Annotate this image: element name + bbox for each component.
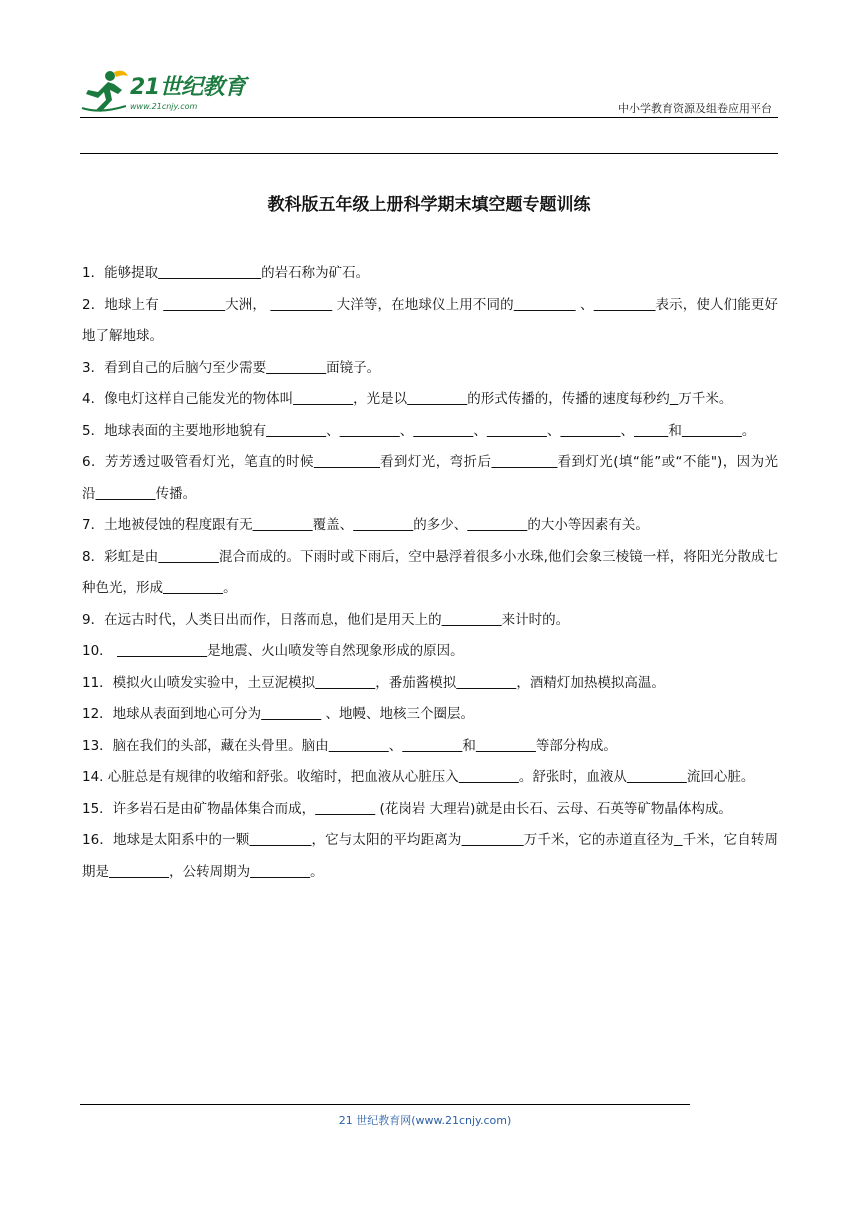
question-item: 3．看到自己的后脑勺至少需要 面镜子。 <box>82 359 381 376</box>
question-item: 6．芳芳透过吸管看灯光，笔直的时候 看到灯光，弯折后 看到灯光(填“能”或“不能")，因为光沿 传播。 <box>82 454 779 502</box>
answer-blank[interactable] <box>627 769 687 785</box>
question-item: 8．彩虹是由 混合而成的。下雨时或下雨后，空中悬浮着很多小水珠,他们会象三棱镜一样，将阳光分散成七种色光，形成 。 <box>82 548 778 596</box>
answer-blank[interactable] <box>459 769 519 785</box>
answer-blank[interactable] <box>634 423 668 439</box>
question-item: 10． 是地震、火山喷发等自然现象形成的原因。 <box>82 643 464 659</box>
answer-blank[interactable] <box>266 360 326 376</box>
answer-blank[interactable] <box>249 832 311 848</box>
question-item: 16．地球是太阳系中的一颗 ，它与太阳的平均距离为 万千米，它的赤道直径为 千米，它自转周期是 ，公转周期为 。 <box>82 832 779 880</box>
answer-blank[interactable] <box>491 454 557 470</box>
answer-blank[interactable] <box>670 391 679 407</box>
header-divider <box>80 117 778 118</box>
answer-blank[interactable] <box>442 612 502 628</box>
answer-blank[interactable] <box>117 643 207 659</box>
answer-blank[interactable] <box>476 738 536 754</box>
answer-blank[interactable] <box>329 738 389 754</box>
answer-blank[interactable] <box>456 675 516 691</box>
question-item: 12．地球从表面到地心可分为 、地幔、地核三个圈层。 <box>82 706 475 722</box>
header-tagline: 中小学教育资源及组卷应用平台 <box>618 102 772 115</box>
question-item: 7．土地被侵蚀的程度跟有无 覆盖、 的多少、 的大小等因素有关。 <box>82 517 649 533</box>
answer-blank[interactable] <box>158 265 261 281</box>
answer-blank[interactable] <box>96 486 156 502</box>
brand-url: www.21cnjy.com <box>130 102 198 111</box>
answer-blank[interactable] <box>674 832 683 848</box>
answer-blank[interactable] <box>407 391 467 407</box>
page-header <box>80 60 778 120</box>
answer-blank[interactable] <box>402 738 462 754</box>
footer-text: 21 世纪教育网(www.21cnjy.com) <box>338 1114 512 1127</box>
answer-blank[interactable] <box>594 297 656 313</box>
answer-blank[interactable] <box>250 864 310 880</box>
question-item: 9．在远古时代，人类日出而作，日落而息，他们是用天上的 来计时的。 <box>82 611 570 628</box>
answer-blank[interactable] <box>487 423 547 439</box>
brand-name: 21世纪教育 <box>130 75 246 100</box>
answer-blank[interactable] <box>514 297 576 313</box>
question-item: 4．像电灯这样自己能发光的物体叫 ，光是以 的形式传播的，传播的速度每秒约 万千米。 <box>82 391 733 407</box>
answer-blank[interactable] <box>682 423 742 439</box>
answer-blank[interactable] <box>293 391 353 407</box>
question-item: 2．地球上有 大洲， 大洋等，在地球仪上用不同的 、 表示，使人们能更好地了解地球。 <box>82 296 779 344</box>
answer-blank[interactable] <box>261 706 321 722</box>
logo <box>80 68 260 118</box>
answer-blank[interactable] <box>266 423 326 439</box>
answer-blank[interactable] <box>560 423 620 439</box>
question-item: 13．脑在我们的头部，藏在头骨里。脑由 、 和 等部分构成。 <box>82 737 617 754</box>
page-title: 教科版五年级上册科学期末填空题专题训练 <box>267 195 591 215</box>
question-item: 15．许多岩石是由矿物晶体集合而成， (花岗岩 大理岩)就是由长石、云母、石英等矿物晶体构成。 <box>82 800 732 817</box>
question-item: 5．地球表面的主要地形地貌有 、 、 、 、 、 和 。 <box>82 422 756 439</box>
answer-blank[interactable] <box>353 517 413 533</box>
runner-logo-icon <box>80 68 130 114</box>
answer-blank[interactable] <box>163 580 223 596</box>
answer-blank[interactable] <box>158 549 219 565</box>
answer-blank[interactable] <box>413 423 473 439</box>
question-item: 1．能够提取 的岩石称为矿石。 <box>82 265 370 281</box>
question-list <box>82 258 778 888</box>
question-item: 14. 心脏总是有规律的收缩和舒张。收缩时，把血液从心脏压入 。舒张时，血液从 流回心脏。 <box>82 769 755 785</box>
answer-blank[interactable] <box>467 517 527 533</box>
answer-blank[interactable] <box>315 675 375 691</box>
answer-blank[interactable] <box>340 423 400 439</box>
answer-blank[interactable] <box>462 832 524 848</box>
answer-blank[interactable] <box>270 297 332 313</box>
answer-blank[interactable] <box>314 454 380 470</box>
answer-blank[interactable] <box>163 297 225 313</box>
answer-blank[interactable] <box>253 517 313 533</box>
answer-blank[interactable] <box>315 801 375 817</box>
footer-divider <box>80 1104 690 1105</box>
answer-blank[interactable] <box>109 864 169 880</box>
title-divider <box>80 153 778 154</box>
question-item: 11．模拟火山喷发实验中，土豆泥模拟 ，番茄酱模拟 ，酒精灯加热模拟高温。 <box>82 674 665 691</box>
